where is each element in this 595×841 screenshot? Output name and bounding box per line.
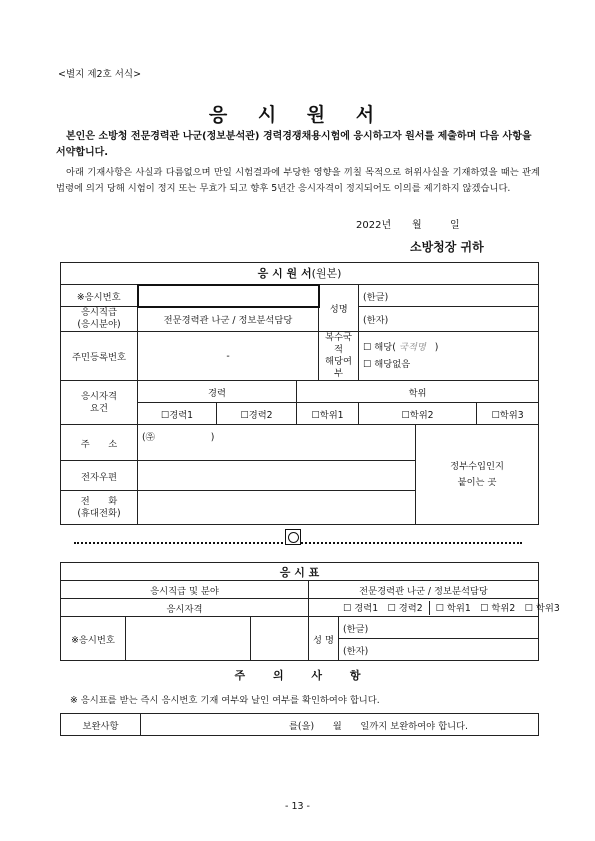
position-label: [61, 307, 138, 332]
name-hanja-field[interactable]: (한자): [359, 307, 539, 332]
email-label: 전자우편: [61, 461, 138, 491]
resident-number-field[interactable]: -: [138, 332, 319, 381]
position-value: 전문경력관 나군 / 정보분석담당: [138, 307, 319, 332]
qualification-label: [61, 381, 138, 425]
stamp-line2: 붙이는 곳: [457, 476, 497, 488]
dual-yes-close: ): [434, 342, 439, 353]
document-title: 응 시 원 서: [208, 104, 387, 126]
recipient-line: 소방청장 귀하: [410, 240, 484, 254]
date-year: 2022년: [356, 220, 392, 231]
degree3-checkbox[interactable]: ☐학위3: [477, 403, 539, 425]
qual-label-line2: 요건: [90, 402, 108, 414]
notice-title: 주 의 사 항: [234, 669, 361, 682]
application-date: [356, 216, 460, 231]
application-header: [61, 263, 539, 285]
address-label: 주 소: [61, 425, 138, 461]
warning-paragraph: 아래 기재사항은 사실과 다름없으며 만일 시험결과에 부당한 영향을 끼칠 목적으로 허위사실을 기재하였을 때는 관계법령에 의거 당해 시험이 정지 또는 무효가 되고 향후 5년간 응시자격이 정지되어도 이의를 제기하지 않겠습니다.: [56, 167, 540, 194]
ticket-header: 응 시 표: [61, 563, 539, 581]
ticket-position-value: 전문경력관 나군 / 정보분석담당: [309, 581, 539, 599]
ticket-qualification-options: [309, 599, 560, 617]
dual-nationality-label: [319, 332, 359, 381]
application-header-sub: (원본): [311, 267, 342, 281]
phone-label-line1: 전 화: [80, 495, 118, 507]
date-month: 월: [412, 220, 422, 231]
seal-inner-icon: [288, 532, 299, 543]
degree1-checkbox[interactable]: ☐학위1: [297, 403, 359, 425]
date-day: 일: [450, 220, 460, 231]
address-field[interactable]: (㉾ ): [138, 425, 416, 461]
application-header-main: 응 시 원 서: [257, 267, 312, 281]
supplement-label: 보완사항: [61, 714, 141, 736]
ticket-exam-number-label: ※응시번호: [61, 617, 126, 661]
dual-label-line2: 해당여부: [325, 356, 352, 379]
name-korean-field[interactable]: (한글): [359, 285, 539, 307]
ticket-name-korean[interactable]: (한글): [339, 617, 539, 639]
revenue-stamp-area: [416, 425, 539, 525]
position-label-line1: 응시직급: [81, 307, 117, 318]
ticket-name-label: 성 명: [309, 617, 339, 661]
pledge-statement: 본인은 소방청 전문경력관 나군(정보분석관) 경력경쟁채용시험에 응시하고자 원서를 제출하며 다음 사항을 서약합니다.: [56, 131, 532, 158]
degree2-checkbox[interactable]: ☐학위2: [359, 403, 477, 425]
position-label-line2: (응시분야): [77, 319, 121, 330]
ticket-qualification-label: 응시자격: [61, 599, 309, 617]
supplement-table: [60, 713, 539, 736]
career1-checkbox[interactable]: ☐경력1: [138, 403, 217, 425]
stamp-line1: 정부수입인지: [450, 460, 504, 472]
exam-number-field[interactable]: [138, 285, 319, 307]
degree-header: 학위: [297, 381, 539, 403]
ticket-exam-number-field[interactable]: [126, 617, 251, 661]
dual-no-checkbox[interactable]: ☐ 해당없음: [363, 359, 411, 370]
phone-label-line2: (휴대전화): [77, 507, 121, 519]
form-number-label: <별지 제2호 서식>: [58, 69, 142, 80]
exam-ticket-table: [60, 562, 560, 661]
ticket-degree-options[interactable]: ☐ 학위1 ☐ 학위2 ☐ 학위3: [435, 602, 560, 614]
page-number: - 13 -: [285, 801, 310, 812]
dual-label-line1: 복수국적: [325, 332, 352, 355]
dual-nationality-options: [359, 332, 539, 381]
seal-mark-icon: [285, 529, 301, 545]
application-form-table: [60, 262, 539, 525]
ticket-name-hanja[interactable]: (한자): [339, 639, 539, 661]
phone-field[interactable]: [138, 491, 416, 525]
ticket-position-label: 응시직급 및 분야: [61, 581, 309, 599]
email-field[interactable]: [138, 461, 416, 491]
qual-label-line1: 응시자격: [81, 390, 117, 402]
nationality-name-hint: 국적명: [398, 342, 426, 353]
ticket-career-options[interactable]: ☐ 경력1 ☐ 경력2: [343, 602, 423, 614]
dual-yes-checkbox[interactable]: ☐ 해당(: [363, 342, 396, 353]
notice-text: ※ 응시표를 받는 즉시 응시번호 기재 여부와 날인 여부를 확인하여야 합니다.: [70, 695, 380, 706]
career-header: 경력: [138, 381, 297, 403]
phone-label: [61, 491, 138, 525]
supplement-text[interactable]: 를(을) 월 일까지 보완하여야 합니다.: [141, 714, 539, 736]
name-label: 성명: [319, 285, 359, 332]
resident-number-label: 주민등록번호: [61, 332, 138, 381]
career2-checkbox[interactable]: ☐경력2: [217, 403, 297, 425]
ticket-photo-gap: [251, 617, 309, 661]
exam-number-label: ※응시번호: [61, 285, 138, 307]
